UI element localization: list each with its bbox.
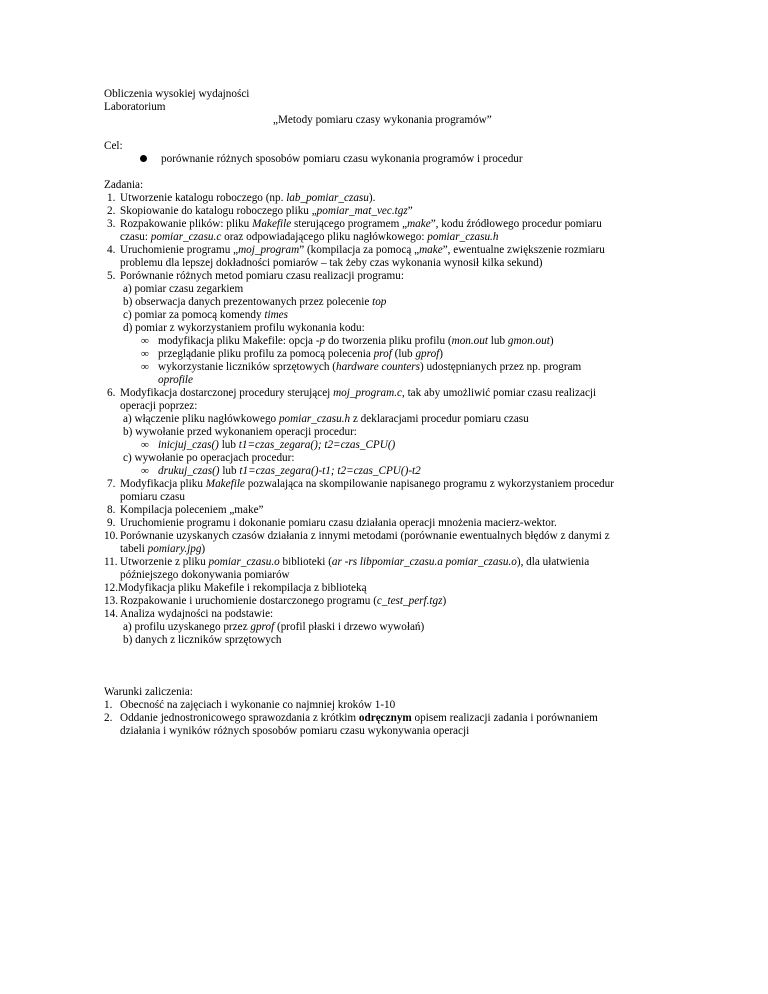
task-3-line-1: Rozpakowanie plików: pliku Makefile sterującego programem „make”, kodu źródłowego procedur pomiaru (120, 218, 602, 230)
task-14a: a) profilu uzyskanego przez gprof (profil płaski i drzewo wywołań) (123, 621, 425, 633)
task-4-line-1: Uruchomienie programu „moj_program” (kompilacja za pomocą „make”, ewentualne zwiększenie rozmiaru (120, 244, 605, 256)
task-12: Modyfikacja pliku Makefile i rekompilacja z biblioteką (118, 582, 367, 594)
condition-number: 1. (104, 699, 113, 711)
task-number: 7. (107, 478, 116, 490)
task-5: Porównanie różnych metod pomiaru czasu realizacji programu: (120, 270, 404, 282)
task-6b: b) wywołanie przed wykonaniem operacji procedur: (123, 426, 357, 438)
task-number: 4. (107, 244, 116, 256)
task-number: 9. (107, 517, 116, 529)
task-10-line-1: Porównanie uzyskanych czasów działania z innymi metodami (porównanie ewentualnych błędów z danymi z (120, 530, 610, 542)
goal-item: porównanie różnych sposobów pomiaru czasu wykonania programów i procedur (161, 153, 523, 165)
bullet-dot-icon (140, 155, 147, 162)
task-6c-1: drukuj_czas() lub t1=czas_zegara()-t1; t2=czas_CPU()-t2 (158, 465, 421, 477)
course-title: Obliczenia wysokiej wydajności (104, 88, 250, 100)
task-number: 14. (104, 608, 118, 620)
task-number: 3. (107, 218, 116, 230)
task-8: Kompilacja poleceniem „make” (120, 504, 264, 516)
task-number: 11. (104, 556, 118, 568)
task-6c: c) wywołanie po operacjach procedur: (123, 452, 295, 464)
task-5d-3-cont: oprofile (158, 374, 194, 386)
task-number: 13. (104, 595, 118, 607)
task-6-line-1: Modyfikacja dostarczonej procedury sterującej moj_program.c, tak aby umożliwić pomiar czasu realizacji (120, 387, 597, 399)
document-title: „Metody pomiaru czasy wykonania programów” (273, 114, 492, 126)
infinity-bullet-icon: ∞ (141, 465, 149, 477)
task-6a: a) włączenie pliku nagłówkowego pomiar_czasu.h z deklaracjami procedur pomiaru czasu (123, 413, 529, 425)
condition-2-line-1: Oddanie jednostronicowego sprawozdania z krótkim odręcznym opisem realizacji zadania i porównaniem (120, 712, 598, 724)
task-5c: c) pomiar za pomocą komendy times (123, 309, 288, 321)
infinity-bullet-icon: ∞ (141, 361, 149, 373)
task-number: 10. (104, 530, 118, 542)
task-11-line-1: Utworzenie z pliku pomiar_czasu.o biblioteki (ar -rs libpomiar_czasu.a pomiar_czasu.o), dla ułatwienia (120, 556, 590, 568)
task-5b: b) obserwacja danych prezentowanych przez polecenie top (123, 296, 387, 308)
task-6-line-2: operacji poprzez: (120, 400, 198, 412)
task-number: 5. (107, 270, 116, 282)
infinity-bullet-icon: ∞ (141, 335, 149, 347)
task-5a: a) pomiar czasu zegarkiem (123, 283, 244, 295)
task-7-line-1: Modyfikacja pliku Makefile pozwalająca na skompilowanie napisanego programu z wykorzystaniem procedur (120, 478, 614, 490)
task-9: Uruchomienie programu i dokonanie pomiaru czasu działania operacji mnożenia macierz-wektor. (120, 517, 557, 529)
task-number: 1. (107, 192, 116, 204)
task-5d-3: wykorzystanie liczników sprzętowych (hardware counters) udostępnianych przez np. program (158, 361, 582, 373)
task-5d: d) pomiar z wykorzystaniem profilu wykonania kodu: (123, 322, 365, 334)
task-6b-1: inicjuj_czas() lub t1=czas_zegara(); t2=czas_CPU() (158, 439, 396, 451)
condition-1: Obecność na zajęciach i wykonanie co najmniej kroków 1-10 (120, 699, 396, 711)
task-5d-2: przeglądanie pliku profilu za pomocą polecenia prof (lub gprof) (158, 348, 443, 360)
infinity-bullet-icon: ∞ (141, 439, 149, 451)
tasks-label: Zadania: (104, 179, 144, 191)
goal-label: Cel: (104, 140, 123, 152)
task-2: Skopiowanie do katalogu roboczego pliku „pomiar_mat_vec.tgz” (120, 205, 413, 217)
task-7-line-2: pomiaru czasu (120, 491, 185, 503)
condition-2-line-2: działania i wyników różnych sposobów pomiaru czasu wykonywania operacji (120, 725, 470, 737)
task-5d-1: modyfikacja pliku Makefile: opcja -p do tworzenia pliku profilu (mon.out lub gmon.out) (158, 335, 554, 347)
task-1: Utworzenie katalogu roboczego (np. lab_pomiar_czasu). (120, 192, 376, 204)
task-3-line-2: czasu: pomiar_czasu.c oraz odpowiadającego pliku nagłówkowego: pomiar_czasu.h (120, 231, 499, 243)
task-11-line-2: późniejszego dokonywania pomiarów (120, 569, 290, 581)
conditions-label: Warunki zaliczenia: (104, 686, 193, 698)
condition-number: 2. (104, 712, 113, 724)
task-14: Analiza wydajności na podstawie: (120, 608, 274, 620)
task-number: 12. (104, 582, 118, 594)
task-number: 6. (107, 387, 116, 399)
task-14b: b) danych z liczników sprzętowych (123, 634, 282, 646)
task-13: Rozpakowanie i uruchomienie dostarczonego programu (c_test_perf.tgz) (120, 595, 447, 607)
infinity-bullet-icon: ∞ (141, 348, 149, 360)
task-10-line-2: tabeli pomiary.jpg) (120, 543, 206, 555)
task-4-line-2: problemu dla lepszej dokładności pomiarów – tak żeby czas wykonania wynosił kilka sekund) (120, 257, 543, 269)
task-number: 8. (107, 504, 116, 516)
task-number: 2. (107, 205, 116, 217)
document-type: Laboratorium (104, 101, 166, 113)
